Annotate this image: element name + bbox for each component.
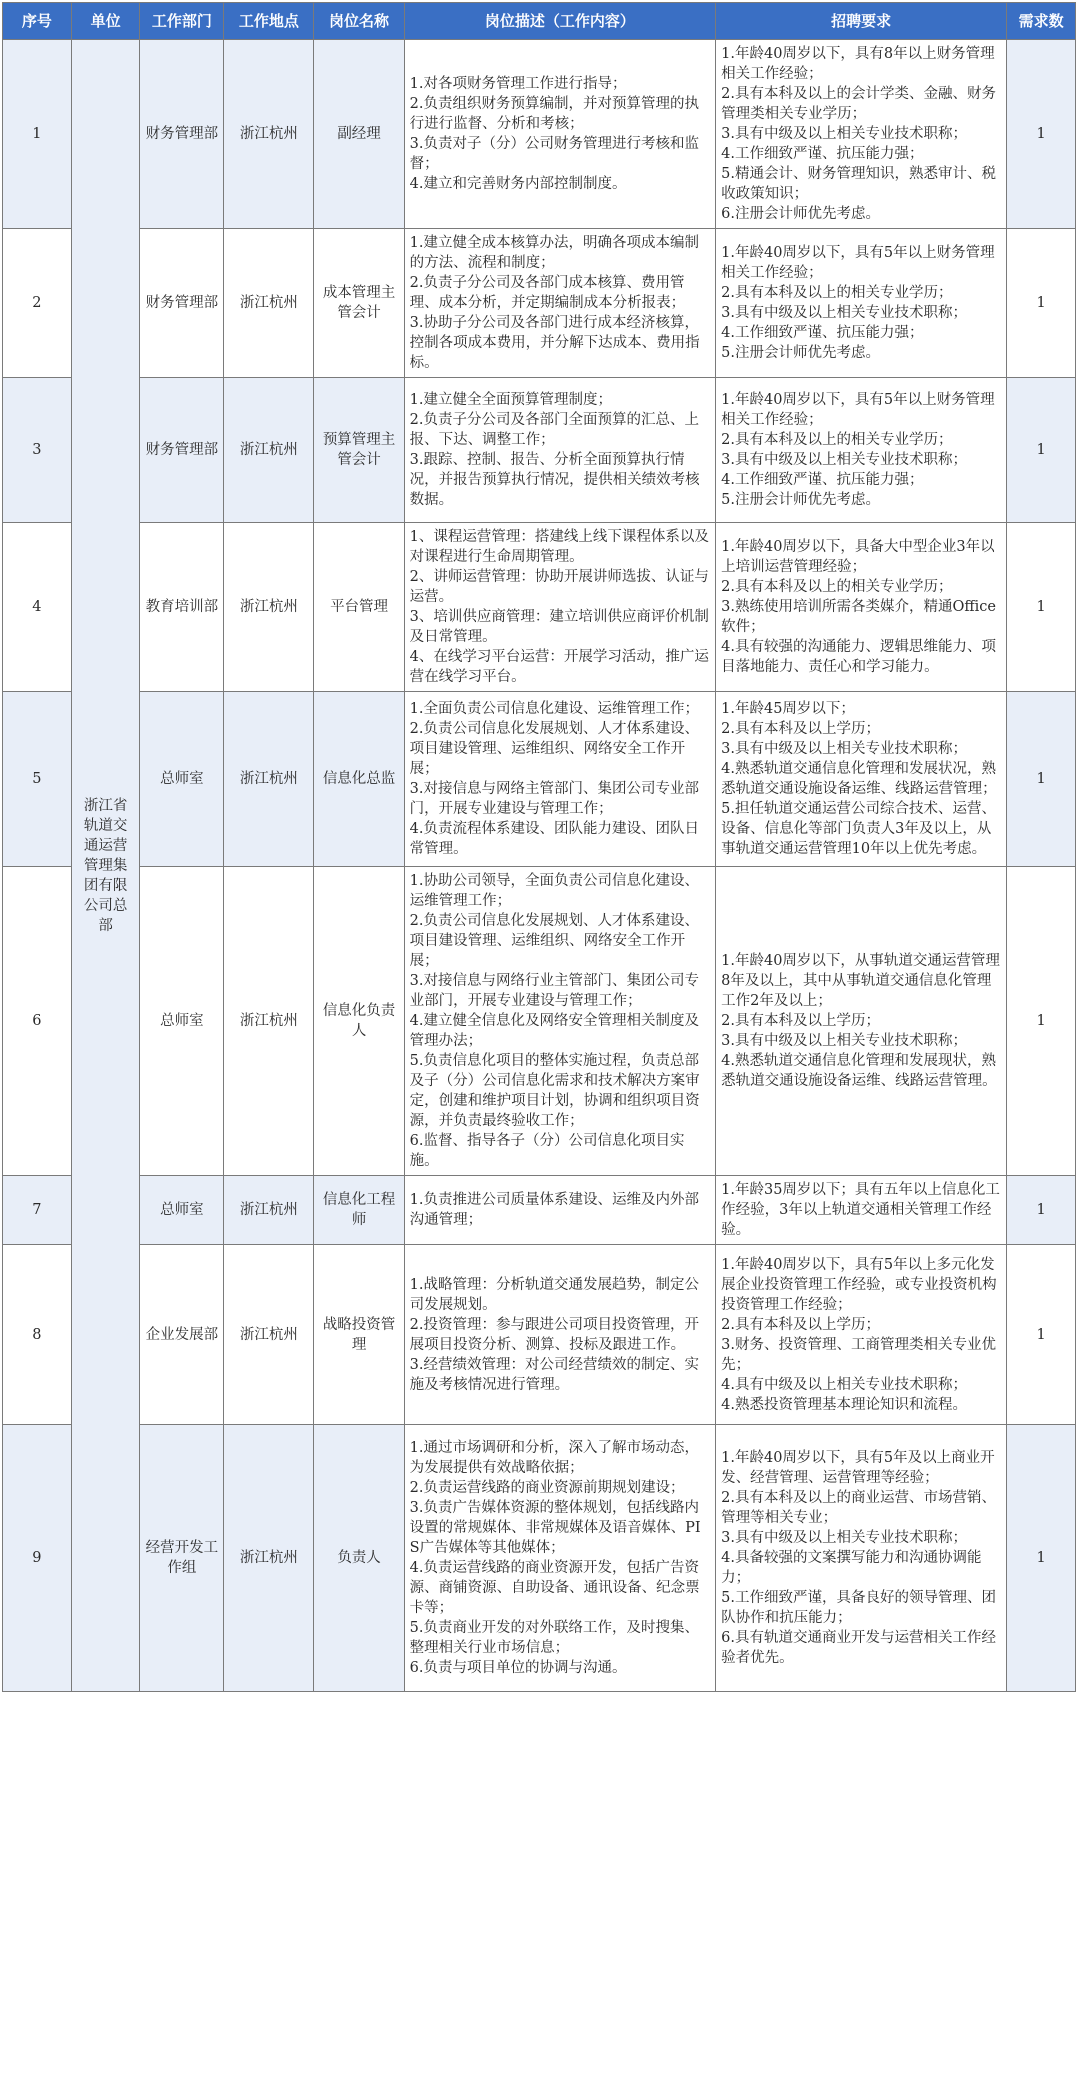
desc-line: 6.监督、指导各子（分）公司信息化项目实施。 xyxy=(409,1133,685,1169)
cell-count: 1 xyxy=(1007,40,1076,229)
desc-line: 4.负责运营线路的商业资源开发，包括广告资源、商铺资源、自助设备、通讯设备、纪念票卡等； xyxy=(409,1560,700,1616)
req-line: 3.具有中级及以上相关专业技术职称； xyxy=(721,305,967,321)
cell-title: 平台管理 xyxy=(314,523,404,692)
desc-line: 4、在线学习平台运营：开展学习活动，推广运营在线学习平台。 xyxy=(409,649,709,685)
table-row xyxy=(3,378,1076,523)
desc-line: 1.建立健全成本核算办法，明确各项成本编制的方法、流程和制度； xyxy=(409,235,700,271)
desc-line: 1.负责推进公司质量体系建设、运维及内外部沟通管理； xyxy=(409,1192,700,1228)
req-line: 4.工作细致严谨、抗压能力强； xyxy=(721,472,924,488)
req-line: 4.熟悉投资管理基本理论知识和流程。 xyxy=(721,1396,967,1413)
header-title: 岗位名称 xyxy=(314,3,404,40)
req-line: 1.年龄40周岁以下，具有5年以上财务管理相关工作经验； xyxy=(721,392,995,428)
cell-count: 1 xyxy=(1007,229,1076,378)
cell-count: 1 xyxy=(1007,1176,1076,1245)
table-row xyxy=(3,229,1076,378)
cell-desc xyxy=(404,229,715,378)
header-count: 需求数 xyxy=(1007,3,1076,40)
cell-no: 4 xyxy=(3,523,72,692)
desc-line: 4.建立健全信息化及网络安全管理相关制度及管理办法； xyxy=(409,1013,700,1049)
cell-title: 副经理 xyxy=(314,40,404,229)
req-line: 4.熟悉轨道交通信息化管理和发展状况，熟悉轨道交通设施设备运维、线路运营管理； xyxy=(721,761,997,797)
req-line: 3.具有中级及以上相关专业技术职称； xyxy=(721,452,967,468)
cell-count: 1 xyxy=(1007,867,1076,1176)
req-line: 3.具有中级及以上相关专业技术职称； xyxy=(721,1033,967,1049)
cell-dept: 教育培训部 xyxy=(140,523,224,692)
cell-title: 成本管理主管会计 xyxy=(314,229,404,378)
cell-dept: 财务管理部 xyxy=(140,229,224,378)
desc-line: 1.建立健全全面预算管理制度； xyxy=(409,392,613,408)
cell-req xyxy=(716,378,1007,523)
req-line: 6.具有轨道交通商业开发与运营相关工作经验者优先。 xyxy=(721,1630,996,1666)
cell-req xyxy=(716,867,1007,1176)
req-line: 1.年龄40周岁以下，具备大中型企业3年以上培训运营管理经验； xyxy=(721,539,995,575)
desc-line: 3.对接信息与网络主管部门、集团公司专业部门，开展专业建设与管理工作； xyxy=(409,781,700,817)
desc-line: 2.负责公司信息化发展规划、人才体系建设、项目建设管理、运维组织、网络安全工作开展； xyxy=(409,721,700,777)
recruitment-table-wrapper xyxy=(2,2,1076,1692)
req-line: 6.注册会计师优先考虑。 xyxy=(721,206,880,222)
cell-location: 浙江杭州 xyxy=(224,40,314,229)
header-desc: 岗位描述（工作内容） xyxy=(404,3,715,40)
req-line: 4.具备较强的文案撰写能力和沟通协调能力； xyxy=(721,1550,982,1586)
req-line: 5.精通会计、财务管理知识，熟悉审计、税收政策知识； xyxy=(721,166,996,202)
cell-count: 1 xyxy=(1007,378,1076,523)
desc-line: 2.投资管理：参与跟进公司项目投资管理，开展项目投资分析、测算、投标及跟进工作。 xyxy=(409,1316,700,1353)
cell-no: 7 xyxy=(3,1176,72,1245)
req-line: 1.年龄40周岁以下，具有5年及以上商业开发、经营管理、运营管理等经验； xyxy=(721,1450,995,1486)
cell-dept: 企业发展部 xyxy=(140,1245,224,1425)
cell-no: 1 xyxy=(3,40,72,229)
cell-req xyxy=(716,40,1007,229)
desc-line: 4.负责流程体系建设、团队能力建设、团队日常管理。 xyxy=(409,821,700,857)
table-row xyxy=(3,1176,1076,1245)
cell-req xyxy=(716,1245,1007,1425)
desc-line: 3.协助子分公司及各部门进行成本经济核算，控制各项成本费用，并分解下达成本、费用指标。 xyxy=(409,315,700,371)
cell-location: 浙江杭州 xyxy=(224,229,314,378)
cell-title: 战略投资管理 xyxy=(314,1245,404,1425)
table-row xyxy=(3,40,1076,229)
desc-line: 2、讲师运营管理：协助开展讲师选拔、认证与运营。 xyxy=(409,569,709,605)
cell-no: 2 xyxy=(3,229,72,378)
desc-line: 2.负责运营线路的商业资源前期规划建设； xyxy=(409,1480,685,1496)
cell-dept: 总师室 xyxy=(140,1176,224,1245)
cell-dept: 经营开发工作组 xyxy=(140,1425,224,1692)
cell-count: 1 xyxy=(1007,523,1076,692)
req-line: 1.年龄40周岁以下，具有5年以上财务管理相关工作经验； xyxy=(721,245,995,281)
cell-location: 浙江杭州 xyxy=(224,692,314,867)
desc-line: 3.负责对子（分）公司财务管理进行考核和监督； xyxy=(409,136,700,172)
cell-title: 预算管理主管会计 xyxy=(314,378,404,523)
cell-req xyxy=(716,1425,1007,1692)
header-unit: 单位 xyxy=(71,3,140,40)
desc-line: 5.负责信息化项目的整体实施过程，负责总部及子（分）公司信息化需求和技术解决方案审定，创建和维护项目计划，协调和组织项目资源，并负责最终验收工作； xyxy=(409,1053,700,1129)
table-header-row xyxy=(3,3,1076,40)
req-line: 2.具有本科及以上的会计学类、金融、财务管理类相关专业学历； xyxy=(721,86,996,122)
req-line: 2.具有本科及以上学历； xyxy=(721,1316,880,1333)
table-row xyxy=(3,1425,1076,1692)
desc-line: 6.负责与项目单位的协调与沟通。 xyxy=(409,1660,627,1676)
req-line: 3.熟练使用培训所需各类媒介，精通Office软件； xyxy=(721,599,997,635)
cell-desc xyxy=(404,1425,715,1692)
cell-desc xyxy=(404,1245,715,1425)
req-line: 5.工作细致严谨，具备良好的领导管理、团队协作和抗压能力； xyxy=(721,1590,996,1626)
header-location: 工作地点 xyxy=(224,3,314,40)
table-row xyxy=(3,523,1076,692)
desc-line: 3.负责广告媒体资源的整体规划，包括线路内设置的常规媒体、非常规媒体及语音媒体、PIS广告媒体等其他媒体； xyxy=(409,1500,701,1556)
req-line: 5.注册会计师优先考虑。 xyxy=(721,345,880,361)
desc-line: 2.负责公司信息化发展规划、人才体系建设、项目建设管理、运维组织、网络安全工作开展； xyxy=(409,913,700,969)
cell-location: 浙江杭州 xyxy=(224,523,314,692)
cell-req xyxy=(716,229,1007,378)
desc-line: 5.负责商业开发的对外联络工作，及时搜集、整理相关行业市场信息； xyxy=(409,1620,700,1656)
desc-line: 2.负责组织财务预算编制，并对预算管理的执行进行监督、分析和考核； xyxy=(409,96,700,132)
cell-title: 负责人 xyxy=(314,1425,404,1692)
cell-no: 6 xyxy=(3,867,72,1176)
req-line: 4.工作细致严谨、抗压能力强； xyxy=(721,146,924,162)
req-line: 1.年龄45周岁以下； xyxy=(721,701,855,717)
cell-count: 1 xyxy=(1007,1245,1076,1425)
desc-line: 3.对接信息与网络行业主管部门、集团公司专业部门，开展专业建设与管理工作； xyxy=(409,973,700,1009)
cell-desc xyxy=(404,523,715,692)
cell-location: 浙江杭州 xyxy=(224,1245,314,1425)
desc-line: 2.负责子分公司及各部门成本核算、费用管理、成本分析，并定期编制成本分析报表； xyxy=(409,275,686,311)
cell-dept: 总师室 xyxy=(140,867,224,1176)
cell-no: 8 xyxy=(3,1245,72,1425)
desc-line: 4.建立和完善财务内部控制制度。 xyxy=(409,176,627,192)
req-line: 1.年龄40周岁以下，从事轨道交通运营管理8年及以上，其中从事轨道交通信息化管理工作2年及以上； xyxy=(721,953,1000,1009)
cell-location: 浙江杭州 xyxy=(224,378,314,523)
cell-unit: 浙江省轨道交通运营管理集团有限公司总部 xyxy=(71,40,140,1692)
req-line: 1.年龄35周岁以下；具有五年以上信息化工作经验，3年以上轨道交通相关管理工作经验。 xyxy=(721,1182,1000,1238)
cell-dept: 财务管理部 xyxy=(140,40,224,229)
header-req: 招聘要求 xyxy=(716,3,1007,40)
table-body xyxy=(3,40,1076,1692)
req-line: 2.具有本科及以上学历； xyxy=(721,721,880,737)
cell-desc xyxy=(404,378,715,523)
header-dept: 工作部门 xyxy=(140,3,224,40)
req-line: 3.财务、投资管理、工商管理类相关专业优先； xyxy=(721,1336,996,1373)
req-line: 4.熟悉轨道交通信息化管理和发展现状，熟悉轨道交通设施设备运维、线路运营管理。 xyxy=(721,1053,997,1089)
desc-line: 1.战略管理：分析轨道交通发展趋势，制定公司发展规划。 xyxy=(409,1276,700,1313)
req-line: 4.工作细致严谨、抗压能力强； xyxy=(721,325,924,341)
desc-line: 1、课程运营管理：搭建线上线下课程体系以及对课程进行生命周期管理。 xyxy=(409,529,709,565)
header-no: 序号 xyxy=(3,3,72,40)
cell-location: 浙江杭州 xyxy=(224,867,314,1176)
cell-desc xyxy=(404,692,715,867)
req-line: 2.具有本科及以上的相关专业学历； xyxy=(721,285,953,301)
desc-line: 1.通过市场调研和分析，深入了解市场动态，为发展提供有效战略依据； xyxy=(409,1440,700,1476)
cell-desc xyxy=(404,40,715,229)
cell-no: 5 xyxy=(3,692,72,867)
cell-title: 信息化工程师 xyxy=(314,1176,404,1245)
cell-no: 3 xyxy=(3,378,72,523)
req-line: 3.具有中级及以上相关专业技术职称； xyxy=(721,1530,967,1546)
cell-title: 信息化总监 xyxy=(314,692,404,867)
req-line: 2.具有本科及以上学历； xyxy=(721,1013,880,1029)
desc-line: 1.全面负责公司信息化建设、运维管理工作； xyxy=(409,701,700,717)
recruitment-table xyxy=(2,2,1076,1692)
cell-location: 浙江杭州 xyxy=(224,1425,314,1692)
cell-no: 9 xyxy=(3,1425,72,1692)
desc-line: 3、培训供应商管理：建立培训供应商评价机制及日常管理。 xyxy=(409,609,709,645)
desc-line: 2.负责子分公司及各部门全面预算的汇总、上报、下达、调整工作； xyxy=(409,412,700,448)
desc-line: 3.经营绩效管理：对公司经营绩效的制定、实施及考核情况进行管理。 xyxy=(409,1356,700,1393)
table-row xyxy=(3,867,1076,1176)
table-row xyxy=(3,692,1076,867)
cell-req xyxy=(716,1176,1007,1245)
req-line: 2.具有本科及以上的商业运营、市场营销、管理等相关专业； xyxy=(721,1490,996,1526)
req-line: 2.具有本科及以上的相关专业学历； xyxy=(721,432,953,448)
desc-line: 3.跟踪、控制、报告、分析全面预算执行情况，并报告预算执行情况，提供相关绩效考核数据。 xyxy=(409,452,700,508)
cell-req xyxy=(716,523,1007,692)
cell-count: 1 xyxy=(1007,1425,1076,1692)
table-row xyxy=(3,1245,1076,1425)
req-line: 1.年龄40周岁以下，具有8年以上财务管理相关工作经验； xyxy=(721,46,995,82)
req-line: 3.具有中级及以上相关专业技术职称； xyxy=(721,741,967,757)
desc-line: 1.协助公司领导，全面负责公司信息化建设、运维管理工作； xyxy=(409,873,700,909)
req-line: 4.具有较强的沟通能力、逻辑思维能力、项目落地能力、责任心和学习能力。 xyxy=(721,639,996,675)
req-line: 4.具有中级及以上相关专业技术职称； xyxy=(721,1376,967,1393)
cell-desc xyxy=(404,1176,715,1245)
req-line: 2.具有本科及以上的相关专业学历； xyxy=(721,579,953,595)
req-line: 5.注册会计师优先考虑。 xyxy=(721,492,880,508)
cell-title: 信息化负责人 xyxy=(314,867,404,1176)
cell-desc xyxy=(404,867,715,1176)
req-line: 3.具有中级及以上相关专业技术职称； xyxy=(721,126,967,142)
desc-line: 1.对各项财务管理工作进行指导； xyxy=(409,76,627,92)
cell-location: 浙江杭州 xyxy=(224,1176,314,1245)
cell-dept: 财务管理部 xyxy=(140,378,224,523)
cell-req xyxy=(716,692,1007,867)
req-line: 5.担任轨道交通运营公司综合技术、运营、设备、信息化等部门负责人3年及以上，从事轨道交通运营管理10年以上优先考虑。 xyxy=(721,801,996,857)
req-line: 1.年龄40周岁以下，具有5年以上多元化发展企业投资管理工作经验，或专业投资机构投资管理工作经验； xyxy=(721,1256,997,1313)
cell-dept: 总师室 xyxy=(140,692,224,867)
cell-count: 1 xyxy=(1007,692,1076,867)
